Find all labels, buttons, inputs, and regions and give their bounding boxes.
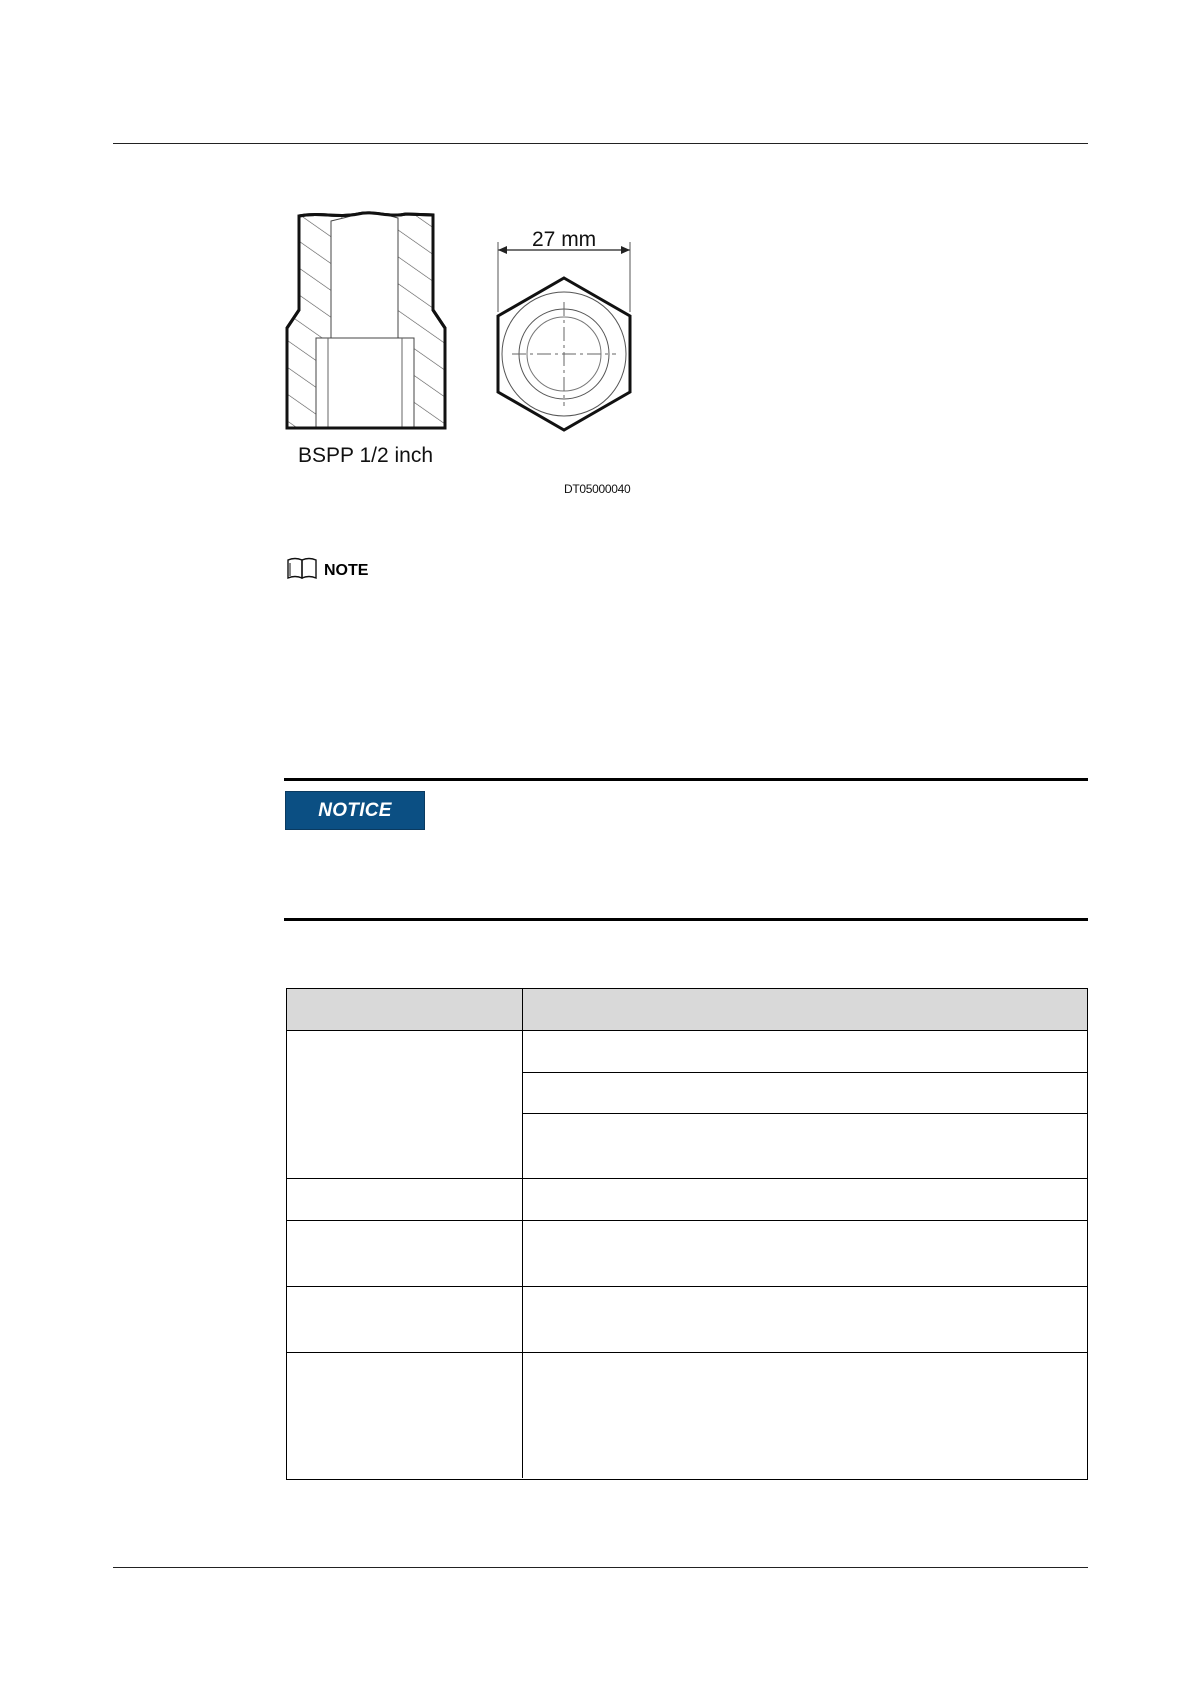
notice-label: NOTICE	[318, 799, 392, 821]
footer-rule	[113, 1567, 1088, 1568]
notice-badge	[285, 791, 425, 830]
note-label: NOTE	[324, 561, 369, 579]
spec-table	[286, 988, 1088, 1480]
table-row	[287, 1221, 523, 1287]
table-row	[287, 1031, 523, 1179]
notice-bottom-rule	[284, 918, 1088, 921]
header-rule	[113, 143, 1088, 144]
dimension-label: 27 mm	[532, 228, 597, 251]
fitting-section-view	[287, 213, 445, 428]
table-row	[287, 1287, 523, 1353]
table-header-left	[287, 989, 523, 1031]
table-cell	[523, 1353, 1087, 1478]
table-header-right	[523, 989, 1087, 1031]
figure-id: DT05000040	[564, 482, 631, 496]
table-cell	[523, 1114, 1087, 1179]
table-row	[287, 1179, 523, 1221]
fitting-figure	[278, 200, 648, 510]
table-cell	[523, 1031, 1087, 1073]
table-cell	[523, 1221, 1087, 1287]
table-cell	[523, 1073, 1087, 1114]
notice-top-rule	[284, 778, 1088, 781]
table-cell	[523, 1287, 1087, 1353]
fitting-hex-view	[498, 242, 630, 430]
book-icon	[286, 556, 318, 585]
table-row	[287, 1353, 523, 1478]
thread-label: BSPP 1/2 inch	[298, 444, 434, 467]
note-heading	[286, 556, 368, 585]
table-cell	[523, 1179, 1087, 1221]
